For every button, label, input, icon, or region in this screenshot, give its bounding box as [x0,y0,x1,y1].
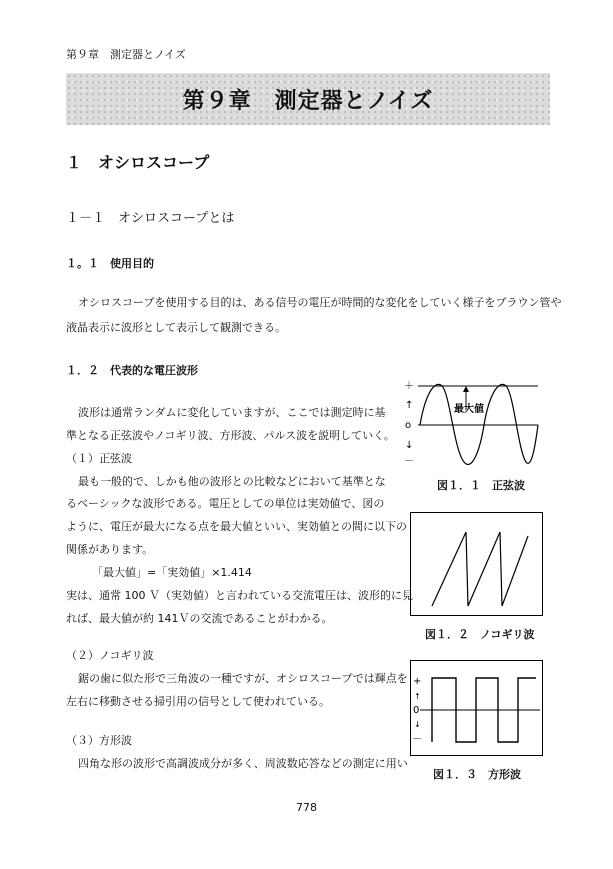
square-heading: （３）方形波 [66,734,132,747]
waveforms-intro-line-2: 準となる正弦波やノコギリ波、方形波、パルス波を説明していく。 [66,429,395,442]
figure-square-wave [410,660,543,756]
sine-line-4: 関係があります。 [66,543,154,556]
sine-curve [420,384,538,464]
figure-sine-wave [402,380,542,470]
sine-down-arrow: ↓ [405,440,414,451]
sine-line-1: 最も一般的で、しかも他の波形との比較などにおいて基準とな [78,475,386,488]
sine-minus-label: － [404,456,414,467]
sine-line-5: 実は、通常 100 Ｖ（実効値）と言われている交流電圧は、波形的に見 [66,589,413,602]
square-zero-label: 0 [413,705,420,716]
chapter-title: 第９章 測定器とノイズ [182,89,434,114]
sine-plus-label: ＋ [404,381,414,392]
square-line-1: 四角な形の波形で高調波成分が多く、周波数応答などの測定に用い [78,757,408,770]
sawtooth-line-2: 左右に移動させる掃引用の信号として使われている。 [66,695,330,708]
square-up-arrow: ↑ [414,692,421,701]
heading-typical-waveforms: １．２ 代表的な電圧波形 [66,364,198,377]
square-minus-label: － [412,734,422,745]
figure-caption-sawtooth: 図１．２ ノコギリ波 [425,628,535,641]
section-title: １ オシロスコープ [66,153,210,172]
sawtooth-frame [411,513,543,616]
square-down-arrow: ↓ [414,720,421,729]
sine-zero-label: o [405,420,412,431]
sine-line-3: ように、電圧が最大になる点を最大値といい、実効値との間に以下の [66,520,407,533]
heading-purpose: １。１ 使用目的 [66,257,154,270]
max-rms-formula: 「最大値」=「実効値」×1.414 [92,566,252,579]
page-number: 778 [296,801,317,814]
sawtooth-curve [432,532,528,606]
purpose-paragraph-line-1: オシロスコープを使用する目的は、ある信号の電圧が時間的な変化をしていく様子をブラウン管や [78,296,562,309]
sine-line-6: れば、最大値が約 141Ｖの交流であることがわかる。 [66,612,333,625]
figure-caption-square: 図１．３ 方形波 [433,768,521,781]
waveforms-intro-line-1: 波形は通常ランダムに変化していますが、ここでは測定時に基 [78,406,386,419]
sawtooth-line-1: 鋸の歯に似た形で三角波の一種ですが、オシロスコープでは輝点を [78,672,408,685]
max-value-arrowhead [463,386,469,392]
sine-heading: （１）正弦波 [66,452,132,465]
running-header: 第９章 測定器とノイズ [66,48,186,61]
figure-sawtooth-wave [410,512,543,616]
figure-caption-sine: 図１．１ 正弦波 [437,479,525,492]
max-value-label: 最大値 [454,404,484,415]
subsection-title: １－１ オシロスコープとは [66,211,235,226]
sine-up-arrow: ↑ [405,400,414,411]
sawtooth-heading: （２）ノコギリ波 [66,649,154,662]
sine-line-2: るベーシックな波形である。電圧としての単位は実効値で、図の [66,497,385,510]
purpose-paragraph-line-2: 液晶表示に波形として表示して観測できる。 [66,321,286,334]
square-plus-label: + [413,676,422,687]
